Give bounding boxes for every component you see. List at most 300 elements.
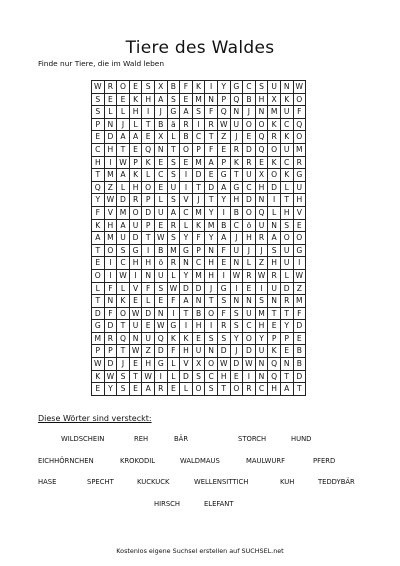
grid-cell: H xyxy=(255,181,268,194)
grid-cell: L xyxy=(129,118,142,131)
grid-row xyxy=(92,269,306,282)
grid-cell: I xyxy=(293,257,306,270)
grid-cell: U xyxy=(167,181,180,194)
grid-cell: N xyxy=(230,295,243,308)
grid-cell: B xyxy=(293,358,306,371)
grid-row xyxy=(92,345,306,358)
word-item: MAULWURF xyxy=(246,457,285,465)
word-item: KROKODIL xyxy=(120,457,155,465)
word-item: HUND xyxy=(291,435,312,443)
grid-cell: W xyxy=(255,269,268,282)
grid-cell: O xyxy=(243,118,256,131)
grid-cell: O xyxy=(293,93,306,106)
grid-cell: R xyxy=(255,232,268,245)
grid-cell: L xyxy=(142,295,155,308)
grid-cell: E xyxy=(180,156,193,169)
grid-cell: A xyxy=(268,232,281,245)
grid-cell: D xyxy=(192,282,205,295)
grid-cell: L xyxy=(117,282,130,295)
grid-cell: E xyxy=(217,257,230,270)
grid-cell: N xyxy=(104,118,117,131)
grid-cell: R xyxy=(154,383,167,396)
grid-cell: E xyxy=(192,332,205,345)
grid-cell: Q xyxy=(268,358,281,371)
grid-cell: Y xyxy=(280,320,293,333)
grid-cell: H xyxy=(243,232,256,245)
grid-cell: K xyxy=(268,156,281,169)
grid-cell: D xyxy=(142,307,155,320)
word-item: WILDSCHEIN xyxy=(61,435,105,443)
grid-cell: S xyxy=(192,370,205,383)
grid-cell: B xyxy=(230,206,243,219)
grid-cell: O xyxy=(117,307,130,320)
grid-cell: A xyxy=(117,169,130,182)
grid-cell: E xyxy=(293,219,306,232)
grid-cell: T xyxy=(167,143,180,156)
grid-cell: D xyxy=(217,345,230,358)
grid-cell: H xyxy=(255,320,268,333)
grid-cell: S xyxy=(192,106,205,119)
grid-cell: W xyxy=(92,358,105,371)
grid-cell: E xyxy=(92,257,105,270)
grid-cell: G xyxy=(92,320,105,333)
word-item: TEDDYBÄR xyxy=(318,478,355,486)
grid-cell: D xyxy=(180,370,193,383)
grid-cell: F xyxy=(205,106,218,119)
word-item: REH xyxy=(134,435,149,443)
grid-cell: S xyxy=(230,307,243,320)
grid-cell: N xyxy=(205,93,218,106)
grid-cell: T xyxy=(117,143,130,156)
grid-cell: L xyxy=(180,219,193,232)
grid-cell: S xyxy=(142,81,155,94)
grid-cell: N xyxy=(154,307,167,320)
grid-cell: A xyxy=(217,181,230,194)
grid-cell: X xyxy=(192,358,205,371)
grid-cell: Q xyxy=(293,118,306,131)
grid-cell: L xyxy=(167,131,180,144)
instruction-text: Finde nur Tiere, die im Wald leben xyxy=(38,59,165,68)
grid-cell: T xyxy=(92,169,105,182)
grid-cell: E xyxy=(117,93,130,106)
grid-cell: A xyxy=(180,106,193,119)
grid-cell: Y xyxy=(180,269,193,282)
grid-cell: B xyxy=(192,307,205,320)
grid-cell: G xyxy=(129,244,142,257)
grid-cell: I xyxy=(255,282,268,295)
grid-cell: P xyxy=(129,156,142,169)
grid-cell: N xyxy=(280,358,293,371)
grid-cell: H xyxy=(217,370,230,383)
grid-cell: W xyxy=(230,269,243,282)
grid-cell: E xyxy=(129,295,142,308)
grid-cell: I xyxy=(154,370,167,383)
grid-cell: H xyxy=(129,181,142,194)
grid-cell: I xyxy=(129,269,142,282)
grid-cell: S xyxy=(154,282,167,295)
grid-cell: R xyxy=(104,81,117,94)
grid-cell: K xyxy=(129,169,142,182)
word-item: KUCKUCK xyxy=(137,478,170,486)
grid-cell: D xyxy=(104,131,117,144)
grid-cell: R xyxy=(180,118,193,131)
word-item: WELLENSITTICH xyxy=(194,478,249,486)
grid-cell: U xyxy=(243,307,256,320)
grid-cell: S xyxy=(167,93,180,106)
grid-cell: H xyxy=(142,358,155,371)
grid-cell: E xyxy=(180,93,193,106)
grid-cell: K xyxy=(167,332,180,345)
grid-cell: N xyxy=(268,295,281,308)
grid-cell: N xyxy=(205,244,218,257)
grid-cell: L xyxy=(117,106,130,119)
grid-cell: U xyxy=(129,219,142,232)
grid-cell: N xyxy=(243,295,256,308)
grid-row xyxy=(92,118,306,131)
grid-cell: T xyxy=(280,194,293,207)
grid-cell: K xyxy=(180,332,193,345)
grid-cell: N xyxy=(104,295,117,308)
grid-cell: E xyxy=(129,383,142,396)
grid-cell: F xyxy=(293,106,306,119)
grid-cell: X xyxy=(154,81,167,94)
grid-cell: M xyxy=(293,295,306,308)
grid-cell: G xyxy=(154,358,167,371)
grid-cell: P xyxy=(142,219,155,232)
grid-cell: R xyxy=(129,194,142,207)
grid-cell: B xyxy=(154,118,167,131)
grid-cell: R xyxy=(268,269,281,282)
grid-cell: E xyxy=(154,181,167,194)
grid-cell: H xyxy=(180,345,193,358)
grid-cell: E xyxy=(129,358,142,371)
grid-cell: R xyxy=(268,131,281,144)
grid-cell: N xyxy=(255,370,268,383)
grid-cell: C xyxy=(243,81,256,94)
grid-cell: K xyxy=(92,219,105,232)
grid-cell: K xyxy=(92,370,105,383)
grid-cell: R xyxy=(167,257,180,270)
grid-cell: S xyxy=(255,81,268,94)
grid-cell: G xyxy=(167,106,180,119)
grid-cell: J xyxy=(230,232,243,245)
grid-cell: C xyxy=(243,181,256,194)
grid-cell: M xyxy=(192,206,205,219)
grid-cell: B xyxy=(154,244,167,257)
grid-cell: M xyxy=(255,307,268,320)
grid-cell: T xyxy=(180,307,193,320)
grid-cell: D xyxy=(192,169,205,182)
grid-cell: Z xyxy=(104,181,117,194)
grid-row xyxy=(92,93,306,106)
grid-row xyxy=(92,295,306,308)
grid-cell: L xyxy=(92,282,105,295)
grid-cell: V xyxy=(104,206,117,219)
grid-cell: K xyxy=(192,219,205,232)
grid-cell: ä xyxy=(167,118,180,131)
grid-cell: Q xyxy=(154,332,167,345)
word-item: SPECHT xyxy=(87,478,114,486)
grid-cell: L xyxy=(104,106,117,119)
letter-grid xyxy=(91,80,306,396)
grid-cell: C xyxy=(117,257,130,270)
grid-cell: H xyxy=(293,194,306,207)
grid-cell: D xyxy=(129,232,142,245)
grid-cell: C xyxy=(205,370,218,383)
grid-cell: Z xyxy=(217,131,230,144)
grid-cell: I xyxy=(180,181,193,194)
grid-cell: F xyxy=(180,81,193,94)
grid-cell: B xyxy=(180,131,193,144)
grid-cell: I xyxy=(104,156,117,169)
grid-cell: G xyxy=(230,81,243,94)
grid-cell: T xyxy=(117,320,130,333)
word-item: HASE xyxy=(38,478,57,486)
grid-cell: R xyxy=(243,269,256,282)
grid-row xyxy=(92,219,306,232)
grid-cell: C xyxy=(192,257,205,270)
grid-cell: T xyxy=(129,370,142,383)
grid-cell: L xyxy=(280,269,293,282)
grid-cell: I xyxy=(142,244,155,257)
grid-cell: P xyxy=(92,118,105,131)
page-title: Tiere des Waldes xyxy=(125,38,275,58)
grid-cell: D xyxy=(293,370,306,383)
grid-cell: H xyxy=(268,257,281,270)
grid-cell: E xyxy=(142,320,155,333)
grid-cell: K xyxy=(280,131,293,144)
grid-cell: E xyxy=(129,81,142,94)
grid-cell: B xyxy=(243,93,256,106)
grid-cell: W xyxy=(293,81,306,94)
grid-cell: S xyxy=(167,169,180,182)
grid-cell: T xyxy=(92,295,105,308)
grid-cell: U xyxy=(117,232,130,245)
grid-cell: Q xyxy=(217,106,230,119)
grid-cell: W xyxy=(104,194,117,207)
grid-cell: E xyxy=(230,370,243,383)
grid-cell: A xyxy=(280,383,293,396)
grid-cell: W xyxy=(92,81,105,94)
grid-cell: K xyxy=(280,93,293,106)
grid-cell: U xyxy=(192,345,205,358)
grid-cell: C xyxy=(154,169,167,182)
grid-cell: Y xyxy=(217,81,230,94)
grid-cell: R xyxy=(217,320,230,333)
grid-cell: A xyxy=(154,93,167,106)
grid-cell: V xyxy=(180,358,193,371)
grid-cell: J xyxy=(154,106,167,119)
grid-cell: F xyxy=(192,232,205,245)
grid-cell: U xyxy=(268,282,281,295)
word-item: ELEFANT xyxy=(204,500,234,508)
grid-cell: T xyxy=(230,169,243,182)
grid-cell: J xyxy=(205,282,218,295)
grid-cell: Q xyxy=(255,143,268,156)
grid-cell: K xyxy=(280,169,293,182)
grid-cell: C xyxy=(280,118,293,131)
grid-cell: S xyxy=(167,232,180,245)
grid-cell: O xyxy=(268,169,281,182)
grid-cell: D xyxy=(280,282,293,295)
word-item: STORCH xyxy=(238,435,267,443)
grid-cell: E xyxy=(129,143,142,156)
grid-cell: M xyxy=(117,206,130,219)
grid-cell: M xyxy=(293,143,306,156)
grid-cell: X xyxy=(255,169,268,182)
grid-cell: E xyxy=(243,131,256,144)
grid-cell: W xyxy=(104,370,117,383)
grid-cell: H xyxy=(142,93,155,106)
grid-cell: U xyxy=(280,106,293,119)
grid-cell: S xyxy=(117,383,130,396)
grid-cell: A xyxy=(217,232,230,245)
grid-cell: D xyxy=(205,181,218,194)
grid-cell: M xyxy=(205,219,218,232)
grid-cell: E xyxy=(268,320,281,333)
grid-cell: P xyxy=(280,332,293,345)
grid-cell: M xyxy=(192,93,205,106)
grid-cell: S xyxy=(167,156,180,169)
grid-cell: L xyxy=(154,194,167,207)
grid-cell: S xyxy=(268,244,281,257)
grid-cell: L xyxy=(142,169,155,182)
grid-cell: J xyxy=(243,106,256,119)
grid-cell: W xyxy=(154,320,167,333)
grid-cell: S xyxy=(117,244,130,257)
grid-cell: N xyxy=(230,106,243,119)
grid-cell: N xyxy=(154,143,167,156)
grid-cell: Q xyxy=(255,206,268,219)
grid-cell: I xyxy=(142,106,155,119)
grid-cell: T xyxy=(280,370,293,383)
grid-cell: T xyxy=(117,345,130,358)
grid-cell: W xyxy=(154,232,167,245)
grid-cell: W xyxy=(167,282,180,295)
footer-credit: Kostenlos eigene Suchsel erstellen auf SUCHSEL.net xyxy=(116,547,284,555)
grid-cell: R xyxy=(243,383,256,396)
grid-cell: W xyxy=(117,156,130,169)
grid-cell: Y xyxy=(230,332,243,345)
grid-cell: L xyxy=(268,206,281,219)
grid-cell: F xyxy=(167,295,180,308)
grid-cell: S xyxy=(230,320,243,333)
grid-cell: Y xyxy=(217,194,230,207)
grid-cell: E xyxy=(92,131,105,144)
grid-row xyxy=(92,307,306,320)
grid-cell: D xyxy=(92,307,105,320)
grid-cell: R xyxy=(167,219,180,232)
grid-cell: K xyxy=(192,81,205,94)
grid-cell: ö xyxy=(243,219,256,232)
grid-cell: ö xyxy=(154,257,167,270)
grid-cell: G xyxy=(217,282,230,295)
grid-cell: E xyxy=(154,295,167,308)
grid-cell: C xyxy=(180,206,193,219)
grid-row xyxy=(92,244,306,257)
grid-cell: I xyxy=(180,320,193,333)
grid-cell: D xyxy=(293,320,306,333)
grid-cell: M xyxy=(104,169,117,182)
grid-cell: G xyxy=(293,169,306,182)
grid-cell: N xyxy=(205,345,218,358)
grid-cell: R xyxy=(243,156,256,169)
grid-cell: J xyxy=(117,358,130,371)
grid-cell: I xyxy=(104,257,117,270)
grid-cell: D xyxy=(230,358,243,371)
grid-cell: D xyxy=(243,143,256,156)
grid-cell: P xyxy=(104,345,117,358)
grid-cell: F xyxy=(142,282,155,295)
grid-cell: U xyxy=(129,320,142,333)
grid-cell: Z xyxy=(255,257,268,270)
grid-cell: H xyxy=(205,257,218,270)
grid-cell: W xyxy=(117,269,130,282)
grid-cell: W xyxy=(243,358,256,371)
grid-cell: L xyxy=(167,269,180,282)
grid-cell: T xyxy=(268,307,281,320)
grid-cell: N xyxy=(268,219,281,232)
grid-cell: U xyxy=(255,219,268,232)
grid-cell: A xyxy=(180,295,193,308)
grid-cell: H xyxy=(129,257,142,270)
grid-cell: S xyxy=(217,295,230,308)
grid-cell: W xyxy=(293,269,306,282)
grid-cell: N xyxy=(180,257,193,270)
grid-cell: S xyxy=(280,219,293,232)
grid-cell: T xyxy=(280,307,293,320)
grid-cell: S xyxy=(217,332,230,345)
grid-cell: K xyxy=(129,93,142,106)
grid-cell: C xyxy=(92,143,105,156)
grid-cell: J xyxy=(243,244,256,257)
grid-cell: W xyxy=(217,118,230,131)
grid-cell: U xyxy=(154,269,167,282)
grid-cell: O xyxy=(243,206,256,219)
grid-row xyxy=(92,194,306,207)
grid-cell: Q xyxy=(142,143,155,156)
grid-cell: P xyxy=(192,143,205,156)
grid-cell: J xyxy=(192,194,205,207)
grid-cell: A xyxy=(92,232,105,245)
grid-cell: N xyxy=(280,81,293,94)
grid-cell: M xyxy=(268,106,281,119)
grid-cell: T xyxy=(142,118,155,131)
grid-cell: F xyxy=(293,307,306,320)
grid-cell: T xyxy=(293,383,306,396)
grid-cell: I xyxy=(217,206,230,219)
grid-cell: L xyxy=(167,358,180,371)
grid-cell: F xyxy=(92,206,105,219)
grid-cell: I xyxy=(192,118,205,131)
grid-cell: E xyxy=(217,143,230,156)
grid-cell: E xyxy=(154,156,167,169)
grid-cell: Q xyxy=(117,332,130,345)
grid-cell: O xyxy=(280,232,293,245)
grid-row xyxy=(92,257,306,270)
grid-cell: T xyxy=(217,383,230,396)
grid-cell: H xyxy=(129,106,142,119)
grid-cell: G xyxy=(180,244,193,257)
grid-cell: U xyxy=(280,244,293,257)
grid-cell: U xyxy=(243,169,256,182)
grid-cell: N xyxy=(255,194,268,207)
grid-cell: S xyxy=(92,93,105,106)
grid-row xyxy=(92,383,306,396)
grid-cell: O xyxy=(230,383,243,396)
grid-cell: P xyxy=(217,93,230,106)
grid-cell: D xyxy=(104,320,117,333)
